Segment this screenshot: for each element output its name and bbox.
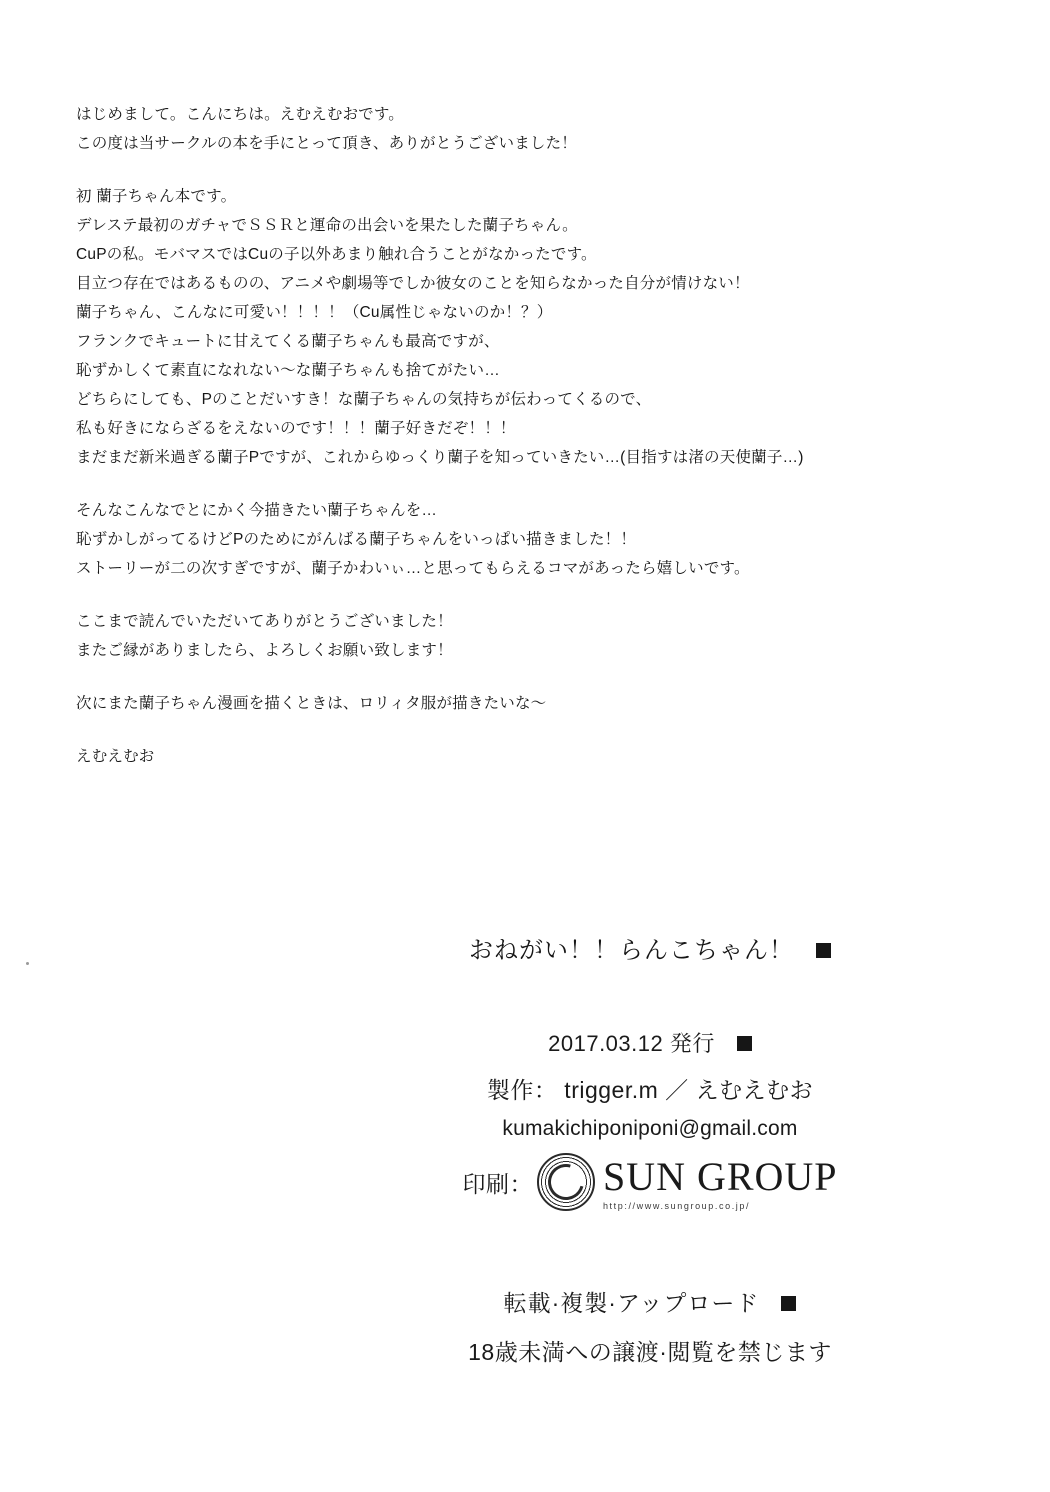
afterword-line: 蘭子ちゃん、こんなに可愛い！！！！（Cu属性じゃないのか！？） (76, 304, 553, 321)
book-title-row (372, 930, 972, 965)
afterword-line: はじめまして。こんにちは。えむえむおです。 (76, 106, 404, 123)
afterword-line: 恥ずかしくて素直になれない〜な蘭子ちゃんも捨てがたい… (76, 362, 500, 379)
afterword-text-block (76, 100, 876, 771)
sun-logo-mark-icon (537, 1153, 595, 1211)
afterword-line: この度は当サークルの本を手にとって頂き、ありがとうございました！ (76, 135, 578, 152)
afterword-line: 初 蘭子ちゃん本です。 (76, 188, 237, 205)
censor-square-icon (737, 1036, 752, 1051)
censor-square-icon (781, 1296, 796, 1311)
afterword-line: CuPの私。モバマスではCuの子以外あまり触れ合うことがなかったです。 (76, 246, 597, 263)
notice-text: 転載·複製·アップロード (503, 1290, 760, 1316)
afterword-paragraph (76, 689, 876, 718)
afterword-line: 次にまた蘭子ちゃん漫画を描くときは、ロリィタ服が描きたいな〜 (76, 695, 547, 712)
afterword-line: そんなこんなでとにかく今描きたい蘭子ちゃんを… (76, 502, 438, 519)
colophon-block (372, 930, 972, 1211)
page-speck (26, 962, 29, 965)
afterword-paragraph (76, 182, 876, 472)
censor-square-icon (816, 943, 831, 958)
publish-date: 2017.03.12 発行 (548, 1031, 715, 1056)
notice-line-age: 18歳未満への譲渡·閲覧を禁じます (468, 1339, 832, 1365)
afterword-line: デレステ最初のガチャでＳＳＲと運命の出会いを果たした蘭子ちゃん。 (76, 217, 578, 234)
afterword-line: またご縁がありましたら、よろしくお願い致します！ (76, 642, 453, 659)
usage-notice-block (372, 1285, 972, 1367)
sun-group-logo (537, 1153, 838, 1211)
afterword-paragraph (76, 496, 876, 583)
maker-credit: 製作： trigger.m ／ えむえむお (486, 1077, 814, 1103)
printer-url: http://www.sungroup.co.jp/ (602, 1201, 751, 1211)
printer-row (372, 1153, 972, 1211)
afterword-signature (76, 742, 876, 771)
afterword-line: フランクでキュートに甘えてくる蘭子ちゃんも最高ですが、 (76, 333, 500, 350)
afterword-line: どちらにしても、Pのことだいすき！な蘭子ちゃんの気持ちが伝わってくるので、 (76, 391, 652, 408)
notice-line-reupload (372, 1285, 972, 1318)
printer-name: SUN GROUP (602, 1154, 838, 1199)
afterword-line: 私も好きにならざるをえないのです！！！蘭子好きだぞ！！！ (76, 420, 516, 437)
afterword-paragraph (76, 607, 876, 665)
sun-logo-text (602, 1154, 838, 1211)
afterword-line: まだまだ新米過ぎる蘭子Pですが、これからゆっくり蘭子を知っていきたい…(目指すは渚の天使蘭子…) (76, 449, 804, 466)
afterword-paragraph (76, 100, 876, 158)
afterword-line: 目立つ存在ではあるものの、アニメや劇場等でしか彼女のことを知らなかった自分が情けない！ (76, 275, 750, 292)
printer-label: 印刷： (462, 1170, 533, 1197)
contact-email: kumakichiponiponi@gmail.com (502, 1117, 798, 1140)
afterword-line: ここまで読んでいただいてありがとうございました！ (76, 613, 453, 630)
book-title: おねがい！！らんこちゃん！ (469, 937, 794, 964)
afterword-line: ストーリーが二の次すぎですが、蘭子かわいぃ…と思ってもらえるコマがあったら嬉しいです。 (76, 560, 750, 577)
afterword-line: えむえむお (76, 748, 155, 765)
afterword-line: 恥ずかしがってるけどPのためにがんばる蘭子ちゃんをいっぱい描きました！！ (76, 531, 637, 548)
publish-date-row (372, 1027, 972, 1058)
